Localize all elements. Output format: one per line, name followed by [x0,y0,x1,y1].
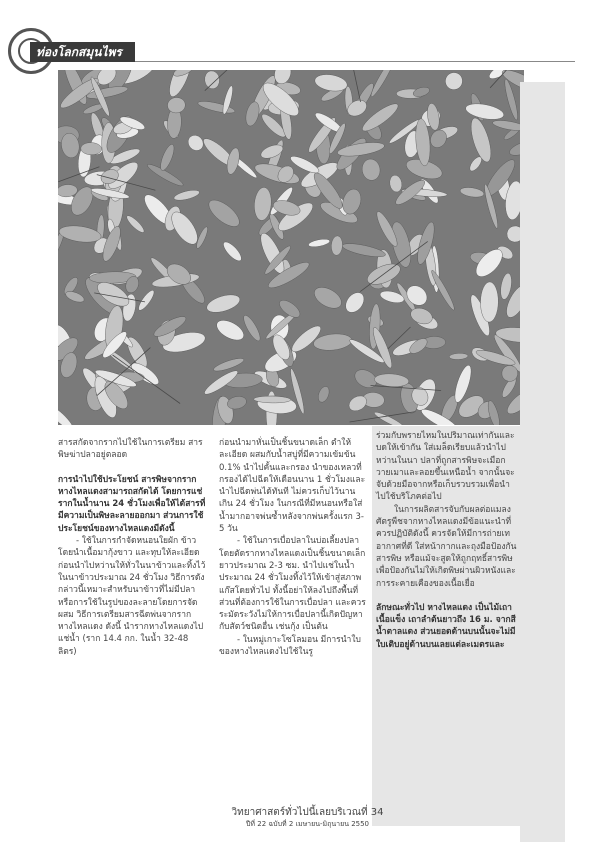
paragraph-gap [376,590,518,602]
leaves-photo [58,70,524,425]
paragraph: - ใช้ในการกำจัดหนอนใยผัก ข้าว โดยนำเนื้อมากุ้งขาว และทุบให้ละเอียดก่อนนำไปหว่านให้ทั่วในนาข้าวและทิ้งไว้ในนาข้าวประมาณ 24 ชั่วโมง วิธีการดังกล่าวนี้เหมาะสำหรับนาข้าวที่ไม่มีปลา หรือการใช้ในรูปของละลายโดยการจัดผสม วิธีการเตรียมสารฉีดพ่นจากรากหางไหลแดง ดังนี้ นำรากหางไหลแดงไปแช่น้ำ (ราก 14.4 กก. ในน้ำ 32-48 ลิตร) [58,536,206,657]
footer-title: วิทยาศาสตร์ทั่วไปนี้เลยบริเวณที่ 34 [231,807,384,818]
paragraph-gap [58,462,206,474]
text-column-3 [372,426,522,826]
paragraph: ในการผลิตสารจับกับผลต่อแมลงศัตรูพืชจากหางไหลแดงมีข้อแนะนำที่ควรปฏิบัติดังนี้ ควรจัดให้มีการถ่ายเทอากาศที่ดี ใส่หน้ากากและถุงมือป้องกันสารพิษ หรือแม้จะสูดให้ถูกฤทธิ์สารพิษ เพื่อป้องกันไม่ให้เกิดพิษผ่านผิวหนังและการระคายเคืองของเนื้อเยื่อ [376,504,517,589]
paragraph: ร่วมกับพรายไหมในปริมาณเท่ากันและบดให้เข้ากัน ใส่เมล็ดเรียบแล้วนำไปหว่านในนา ปลาที่ถูกสารพิษจะเมือกวายเมาและลอยขึ้นเหนือน้ำ จากนั้นจะจับด้วยมือจากหรือเก็บรวบรวมเพื่อนำไปใช้บริโภคต่อไป [376,431,515,503]
footer-issue: ปีที่ 22 ฉบับที่ 2 เมษายน-มิถุนายน 2550 [245,820,370,828]
paragraph: ลักษณะทั่วไป หางไหลแดง เป็นไม้เถาเนื้อแข็ง เถาลำต้นยาวถึง 16 ม. จากสีน้ำตาลแดง ส่วนยอดด้านบนนั้นจะไม่มีใบเติบอยู่ด้านบนเลยแต่ละเมตรและ [376,602,516,650]
header-rule [135,61,575,62]
paragraph: สารสกัดจากรากไปใช้ในการเตรียม สารพิษฆ่าปลาอยู่ตลอด [58,438,203,461]
leaves-photo-graphic [58,70,524,425]
section-header [0,14,595,62]
page-footer [0,806,595,829]
section-label: ท่องโลกสมุนไพร [30,42,135,62]
grey-sidebar [520,82,565,842]
paragraph: - ในหมู่เกาะโซโลมอน มีการนำใบของหางไหลแดงไปใช้ในรู [219,634,361,658]
text-column-2 [219,437,367,658]
text-column-1 [58,437,206,658]
paragraph: การนำไปใช้ประโยชน์ สารพิษจากรากหางไหลแดงสามารถสกัดได้ โดยการแช่รากในน้ำนาน 24 ชั่วโมงเพื่อให้ได้สารที่มีความเป็นพิษละลายออกมา ส่วนการใช้ประโยชน์ของหางไหลแดงมีดังนี้ [58,474,206,534]
paragraph: - ใช้ในการเบื่อปลาในบ่อเลี้ยงปลา โดยตัดรากหางไหลแดงเป็นชิ้นขนาดเล็ก ยาวประมาณ 2-3 ซม. นำไปแช่ในน้ำประมาณ 24 ชั่วโมงทิ้งไว้ให้เข้าสู่สภาพแก๊สโดยทั่วไป ทั้งนี้อย่าให้ลงไปถึงพื้นที่ส่วนที่ต้องการใช้ในการเบื่อปลา และควรระมัดระวังไม่ให้การเบื่อปลานี้เกิดปัญหากับสัตว์ชนิดอื่น เช่นกุ้ง เป็นต้น [219,536,366,633]
paragraph: ก่อนนำมาหั่นเป็นชิ้นขนาดเล็ก ตำให้ละเอียด ผสมกับน้ำสบู่ที่มีความเข้มข้น 0.1% นำไปคั้นและกรอง นำของเหลวที่กรองได้ไปฉีดให้เดือนนาน 1 ชั่วโมงและนำไปฉีดพ่นได้ทันที ไม่ควรเก็บไว้นานเกิน 24 ชั่วโมง ในกรณีที่มีหนอนหรือใส่น้ำมากอาจพ่นซ้ำหลังจากพ่นครั้งแรก 3-5 วัน [219,438,366,535]
